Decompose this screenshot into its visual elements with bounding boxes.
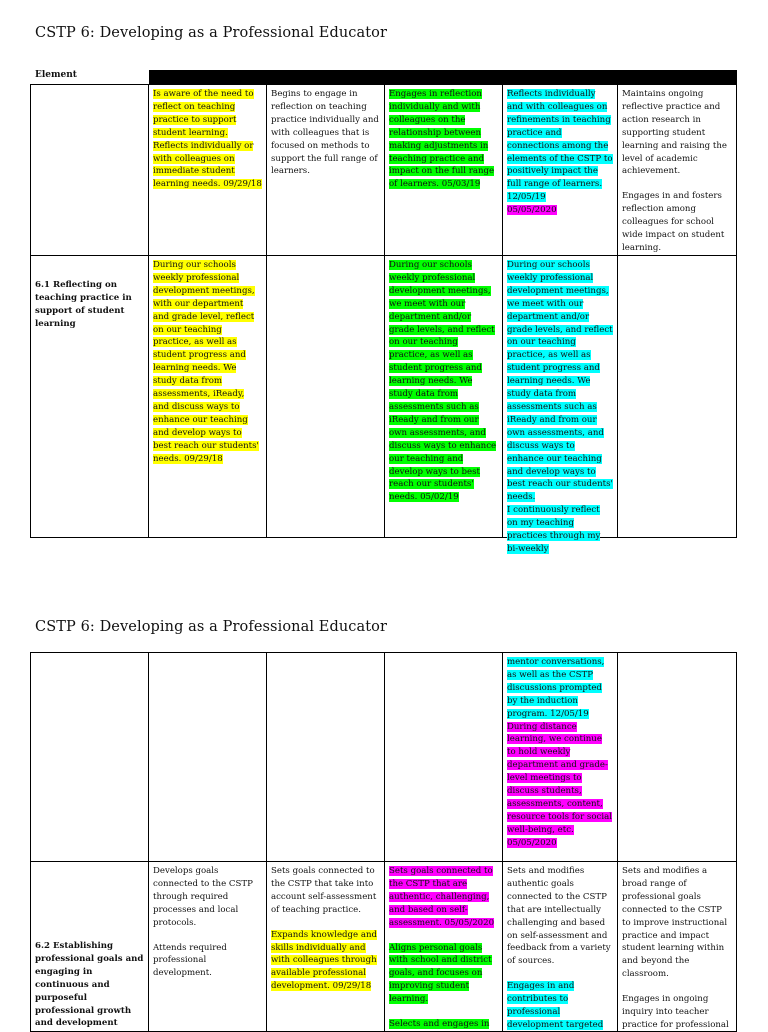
descriptor-text: Begins to engage in reflection on teaching practice individually and with colleagues that is focused on methods to support the full range of learners. <box>271 89 379 177</box>
descriptor-text: Engages in and contributes to professional development targeted <box>507 981 604 1030</box>
level-cell-exploring <box>267 84 385 256</box>
level-cell-integrating <box>503 862 618 1032</box>
element-title: 6.1 Reflecting on teaching practice in support of student learning <box>35 280 132 329</box>
table-header-bar <box>149 70 737 84</box>
evidence-text: During our schools weekly professional development meetings, we meet with our department and/or grade levels, and reflect on our teaching practice, as well as student progress and learning needs. We study data from assessments such as iReady and from our own assessments, and discuss ways to enhance our teaching and develop ways to best reach our students' needs. 05/02/19 <box>389 260 497 503</box>
element-title: 6.2 Establishing professional goals and engaging in continuous and purposeful professional growth and development <box>35 941 144 1029</box>
evidence-text: During our schools weekly professional development meetings, with our department and grade level, reflect on our teaching practice, as well as student progress and learning needs. We study data from assessments, iReady, and discuss ways to enhance our teaching and develop ways to best reach our students' needs. 09/29/18 <box>153 260 259 464</box>
descriptor-text: Expands knowledge and skills individually and with colleagues through available professional development. 09/29/18 <box>271 929 378 992</box>
descriptor-text: Engages in and fosters reflection among colleagues for school wide impact on student learning. <box>622 191 725 253</box>
descriptor-text: Attends required professional development. <box>153 942 227 979</box>
descriptor-text: Selects and engages in <box>389 1019 490 1030</box>
evidence-cell-emerging <box>149 652 267 862</box>
evidence-cell-innovating <box>618 652 737 862</box>
descriptor-text: Maintains ongoing reflective practice and action research in supporting student learning and raising the level of academic achievement. <box>622 89 727 177</box>
level-cell-innovating <box>618 862 737 1032</box>
element-cell-6-1 <box>30 256 149 538</box>
evidence-text: During distance learning, we continue to hold weekly department and grade-level meetings to discuss students, assessments, content, resource tools for social well-being, etc. <box>507 721 612 835</box>
date-text: 05/05/2020 <box>507 205 557 216</box>
level-cell-emerging <box>149 84 267 256</box>
date-text: 05/05/2020 <box>507 837 557 848</box>
evidence-cell-applying <box>385 652 503 862</box>
descriptor-text: Is aware of the need to reflect on teaching practice to support student learning. <box>153 89 254 138</box>
level-cell-applying <box>385 862 503 1032</box>
level-cell-exploring <box>267 862 385 1032</box>
descriptor-text: Reflects individually or with colleagues on immediate student learning needs. 09/29/18 <box>153 140 262 190</box>
evidence-cell-emerging <box>149 256 267 538</box>
descriptor-text: Sets and modifies authentic goals connected to the CSTP that are intellectually challenging and based on self-assessment and feedback from a variety of sources. <box>507 866 611 967</box>
descriptor-text: Aligns personal goals with school and district goals, and focuses on improving student learning. <box>389 942 492 1005</box>
element-cell <box>30 84 149 256</box>
evidence-text: mentor conversations, as well as the CSTP discussions prompted by the induction program. 12/05/19 <box>507 657 605 719</box>
element-cell <box>30 652 149 862</box>
evidence-text: I continuously reflect on my teaching practices through my bi-weekly <box>507 505 601 554</box>
level-cell-innovating <box>618 84 737 256</box>
descriptor-text: Sets goals connected to the CSTP that take into account self-assessment of teaching practice. <box>271 866 377 915</box>
element-cell-6-2 <box>30 862 149 1032</box>
descriptor-text: Engages in reflection individually and with colleagues on the relationship between making adjustments in teaching practice and impact on the full range of learners. 05/03/19 <box>389 89 495 190</box>
descriptor-text: Develops goals connected to the CSTP through required processes and local protocols. <box>153 866 253 928</box>
page-title: CSTP 6: Developing as a Professional Educator <box>35 619 388 635</box>
descriptor-text: Sets goals connected to the CSTP that are authentic, challenging, and based on self-assessment. 05/05/2020 <box>389 866 495 928</box>
evidence-cell-innovating <box>618 256 737 538</box>
level-cell-integrating <box>503 84 618 256</box>
evidence-cell-integrating <box>503 256 618 554</box>
level-cell-emerging <box>149 862 267 1032</box>
descriptor-text: Engages in ongoing inquiry into teacher practice for professional <box>622 994 729 1030</box>
element-column-header: Element <box>35 70 77 80</box>
evidence-text: During our schools weekly professional development meetings, we meet with our department and/or grade levels, and reflect on our teaching practice, as well as student progress and learning needs. We study data from assessments such as iReady and from our own assessments, and discuss ways to enhance our teaching and develop ways to best reach our students' needs. <box>507 260 613 503</box>
descriptor-text: Reflects individually and with colleagues on refinements in teaching practice and connections among the elements of the CSTP to positively impact the full range of learners. 12/05/19 <box>507 89 613 203</box>
page-title: CSTP 6: Developing as a Professional Educator <box>35 25 388 41</box>
evidence-cell-integrating <box>503 652 618 862</box>
evidence-cell-exploring <box>267 652 385 862</box>
evidence-cell-applying <box>385 256 503 538</box>
level-cell-applying <box>385 84 503 256</box>
descriptor-text: Sets and modifies a broad range of professional goals connected to the CSTP to improve instructional practice and impact student learning within and beyond the classroom. <box>622 866 728 980</box>
evidence-cell-exploring <box>267 256 385 538</box>
